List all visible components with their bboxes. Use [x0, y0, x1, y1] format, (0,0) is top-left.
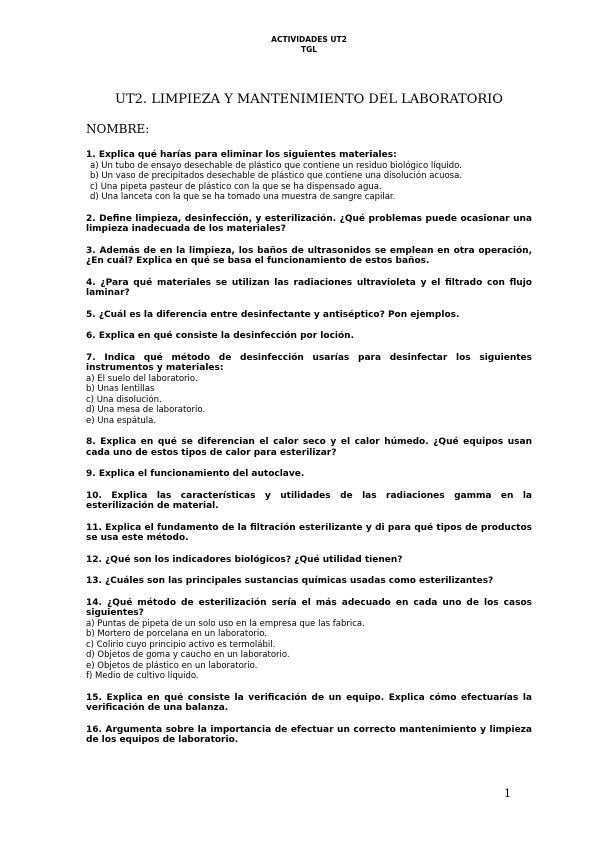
page-header: [86, 35, 532, 55]
header-line-1: ACTIVIDADES UT2: [271, 35, 347, 44]
question-14: [86, 598, 532, 682]
header-line-2: TGL: [300, 45, 318, 54]
question-text: 2. Define limpieza, desinfección, y esterilización. ¿Qué problemas puede ocasionar una limpieza inadecuada de los materiales?: [86, 213, 532, 234]
question-11: [86, 523, 532, 544]
option-item: e) Objetos de plástico en un laboratorio.: [86, 660, 258, 671]
question-2: [86, 214, 532, 235]
name-label: NOMBRE:: [86, 122, 150, 136]
question-9: [86, 469, 532, 480]
question-text: 10. Explica las características y utilidades de las radiaciones gamma en la esterilización de material.: [86, 490, 532, 511]
question-text: 5. ¿Cuál es la diferencia entre desinfectante y antiséptico? Pon ejemplos.: [86, 309, 460, 320]
question-15: [86, 693, 532, 714]
question-text: 12. ¿Qué son los indicadores biológicos? ¿Qué utilidad tienen?: [86, 554, 403, 565]
option-item: c) Una disolución.: [86, 394, 162, 405]
question-text: 3. Además de en la limpieza, los baños de ultrasonidos se emplean en otra operación, ¿En cuál? Explica en qué se basa el funcionamiento de estos baños.: [86, 245, 532, 266]
question-text: 6. Explica en qué consiste la desinfección por loción.: [86, 331, 354, 341]
question-list: [86, 150, 532, 757]
question-text: 9. Explica el funcionamiento del autoclave.: [86, 469, 305, 479]
question-6: [86, 331, 532, 342]
question-12: [86, 555, 532, 566]
option-item: d) Objetos de goma y caucho en un laboratorio.: [86, 650, 290, 660]
answer-options: [86, 619, 532, 682]
answer-options: [86, 161, 532, 203]
answer-options: [86, 374, 532, 427]
question-text: 16. Argumenta sobre la importancia de efectuar un correcto mantenimiento y limpieza de los equipos de laboratorio.: [86, 724, 532, 745]
option-item: a) El suelo del laboratorio.: [86, 373, 198, 384]
question-text: 13. ¿Cuáles son las principales sustancias químicas usadas como esterilizantes?: [86, 576, 494, 586]
question-7: [86, 353, 532, 427]
question-3: [86, 246, 532, 267]
question-text: 8. Explica en qué se diferencian el calor seco y el calor húmedo. ¿Qué equipos usan cada uno de estos tipos de calor para esterilizar?: [86, 437, 532, 458]
page-number: 1: [504, 787, 511, 800]
option-item: a) Puntas de pipeta de un solo uso en la empresa que las fabrica.: [86, 618, 365, 629]
option-item: c) Una pipeta pasteur de plástico con la que se ha dispensado agua.: [90, 181, 382, 192]
question-1: [86, 150, 532, 203]
question-13: [86, 576, 532, 587]
question-text: 7. Indica qué método de desinfección usarías para desinfectar los siguientes instrumentos y materiales:: [86, 352, 532, 373]
question-5: [86, 310, 532, 321]
option-item: d) Una lanceta con la que se ha tomado una muestra de sangre capilar.: [90, 192, 396, 202]
question-text: 4. ¿Para qué materiales se utilizan las radiaciones ultravioleta y el filtrado con flujo laminar?: [86, 277, 532, 298]
option-item: b) Unas lentillas: [86, 384, 155, 394]
question-10: [86, 491, 532, 512]
option-item: e) Una espátula.: [86, 415, 157, 426]
question-text: 15. Explica en qué consiste la verificación de un equipo. Explica cómo efectuarías la verificación de una balanza.: [86, 692, 532, 713]
option-item: a) Un tubo de ensayo desechable de plástico que contiene un residuo biológico líquido.: [90, 160, 462, 171]
question-4: [86, 278, 532, 299]
document-title: UT2. LIMPIEZA Y MANTENIMIENTO DEL LABORATORIO: [115, 92, 503, 107]
option-item: c) Colirio cuyo principio activo es termolábil.: [86, 639, 276, 650]
question-text: 1. Explica qué harías para eliminar los siguientes materiales:: [86, 150, 397, 160]
question-16: [86, 725, 532, 746]
question-text: 14. ¿Qué método de esterilización sería el más adecuado en cada uno de los casos siguientes?: [86, 597, 532, 618]
option-item: d) Una mesa de laboratorio.: [86, 405, 206, 415]
option-item: b) Mortero de porcelana en un laboratorio.: [86, 629, 268, 639]
question-text: 11. Explica el fundamento de la filtración esterilizante y di para qué tipos de productos se usa este método.: [86, 522, 532, 543]
question-8: [86, 437, 532, 458]
option-item: b) Un vaso de precipitados desechable de plástico que contiene una disolución acuosa.: [90, 171, 463, 181]
option-item: f) Medio de cultivo líquido.: [86, 671, 199, 681]
